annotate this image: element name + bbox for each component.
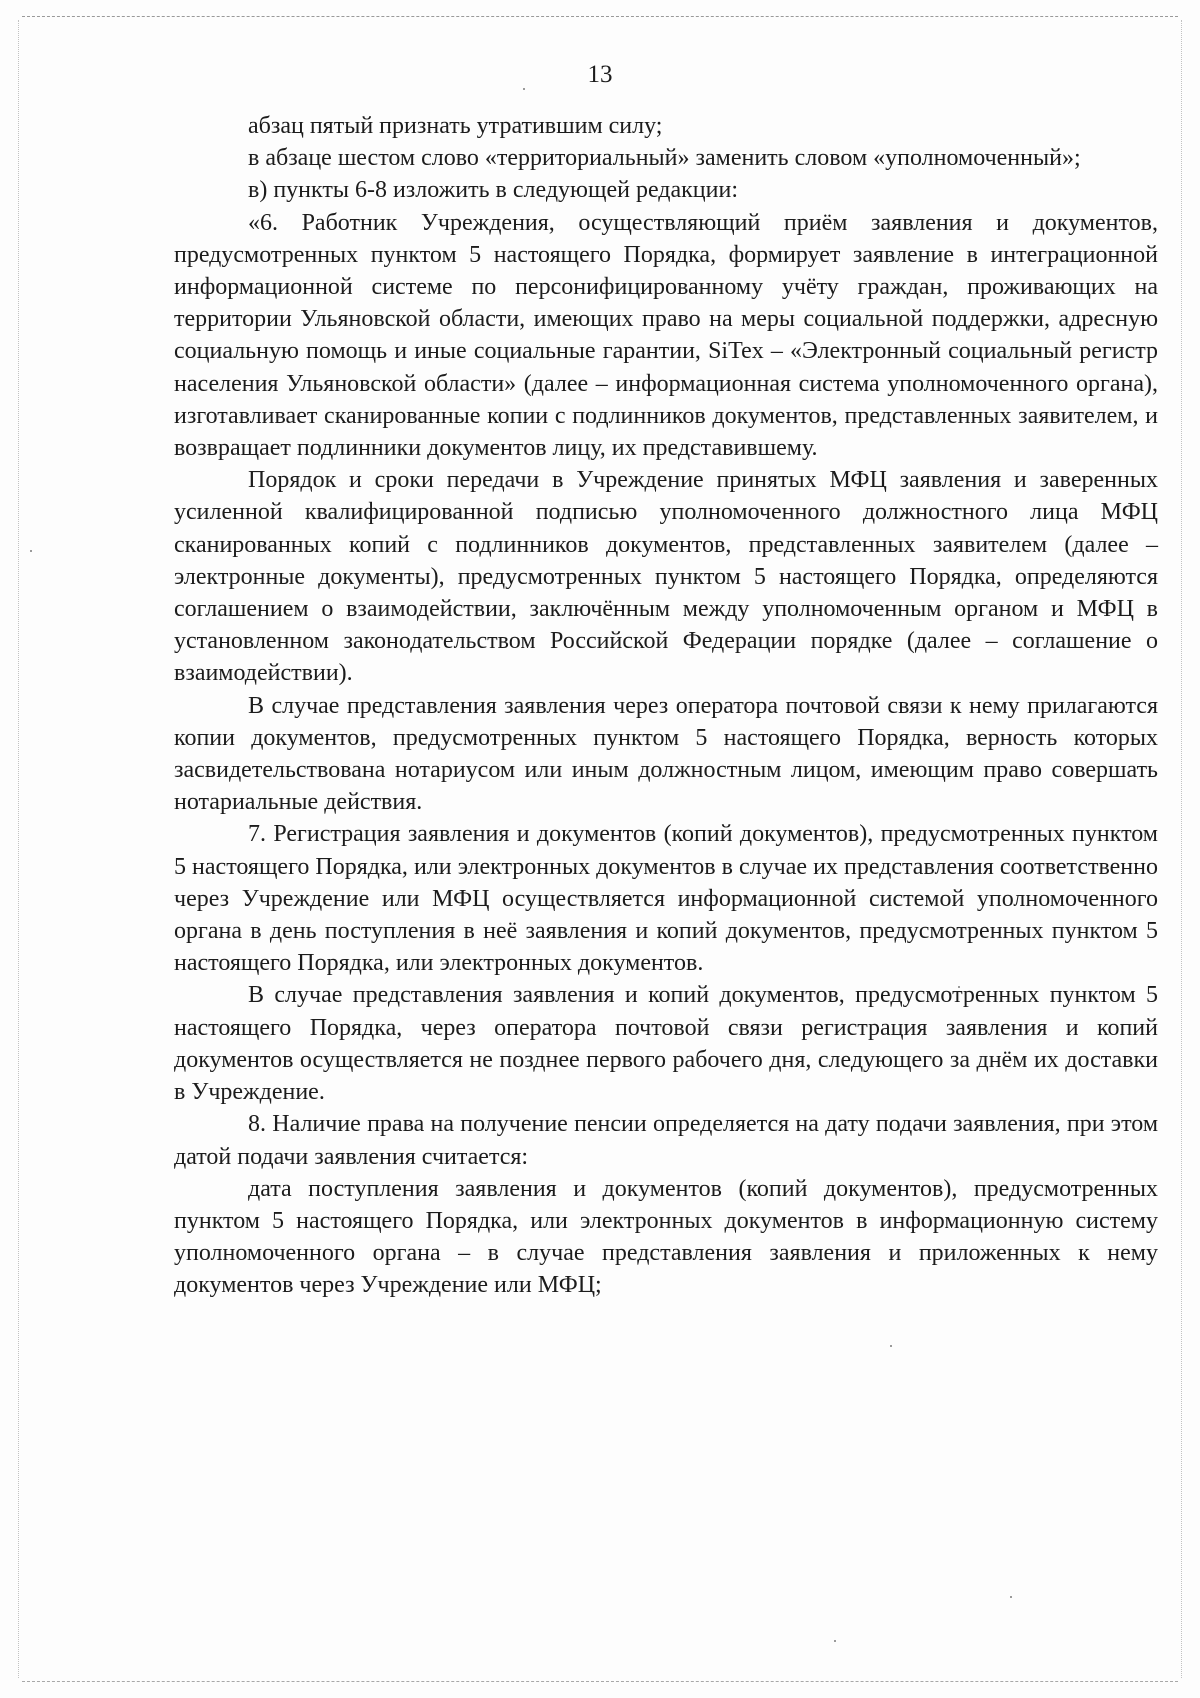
scan-speck <box>834 1640 836 1642</box>
paragraph: 8. Наличие права на получение пенсии определяется на дату подачи заявления, при этом датой подачи заявления считается: <box>174 1111 1158 1170</box>
paragraph: 7. Регистрация заявления и документов (копий документов), предусмотренных пунктом 5 настоящего Порядка, или электронных документов в случае их представления соответственно через Учреждение или МФЦ осуществляется информационной системой уполномоченного органа в день поступления в неё заявления и копий документов, предусмотренных пунктом 5 настоящего Порядка, или электронных документов. <box>174 821 1158 977</box>
scan-edge-left <box>18 20 19 1678</box>
scan-speck <box>1010 1596 1012 1598</box>
scan-edge-top <box>22 16 1178 17</box>
page-number: 13 <box>587 61 613 88</box>
paragraph: в абзаце шестом слово «территориальный» заменить словом «уполномоченный»; <box>248 145 1081 172</box>
scan-speck <box>890 1345 892 1347</box>
paragraph: абзац пятый признать утратившим силу; <box>248 113 663 139</box>
body-text <box>174 110 1158 1302</box>
scan-edge-bottom <box>22 1681 1178 1682</box>
scan-edge-right <box>1181 20 1182 1678</box>
paragraph: дата поступления заявления и документов (копий документов), предусмотренных пунктом 5 настоящего Порядка, или электронных документов в информационную систему уполномоченного органа – в случае представления заявления и приложенных к нему документов через Учреждение или МФЦ; <box>174 1175 1158 1299</box>
paragraph: В случае представления заявления через оператора почтовой связи к нему прилагаются копии документов, предусмотренных пунктом 5 настоящего Порядка, верность которых засвидетельствована нотариусом или иным должностным лицом, имеющим право совершать нотариальные действия. <box>174 692 1158 816</box>
scan-speck <box>30 550 32 552</box>
paragraph: В случае представления заявления и копий документов, предусмотренных пунктом 5 настоящего Порядка, через оператора почтовой связи регистрация заявления и копий документов осуществляется не позднее первого рабочего дня, следующего за днём их доставки в Учреждение. <box>174 982 1158 1106</box>
paragraph: Порядок и сроки передачи в Учреждение принятых МФЦ заявления и заверенных усиленной квалифицированной подписью уполномоченного должностного лица МФЦ сканированных копий с подлинников документов, представленных заявителем (далее – электронные документы), предусмотренных пунктом 5 настоящего Порядка, определяются соглашением о взаимодействии, заключённым между уполномоченным органом и МФЦ в установленном законодательством Российской Федерации порядке (далее – соглашение о взаимодействии). <box>174 467 1158 687</box>
paragraph: в) пункты 6-8 изложить в следующей редакции: <box>248 177 738 204</box>
paragraph: «6. Работник Учреждения, осуществляющий приём заявления и документов, предусмотренных пунктом 5 настоящего Порядка, формирует заявление в интеграционной информационной системе по персонифицированному учёту граждан, проживающих на территории Ульяновской области, имеющих право на меры социальной поддержки, адресную социальную помощь и иные социальные гарантии, SiTex – «Электронный социальный регистр населения Ульяновской области» (далее – информационная система уполномоченного органа), изготавливает сканированные копии с подлинников документов, представленных заявителем, и возвращает подлинники документов лицу, их представившему. <box>174 209 1158 462</box>
